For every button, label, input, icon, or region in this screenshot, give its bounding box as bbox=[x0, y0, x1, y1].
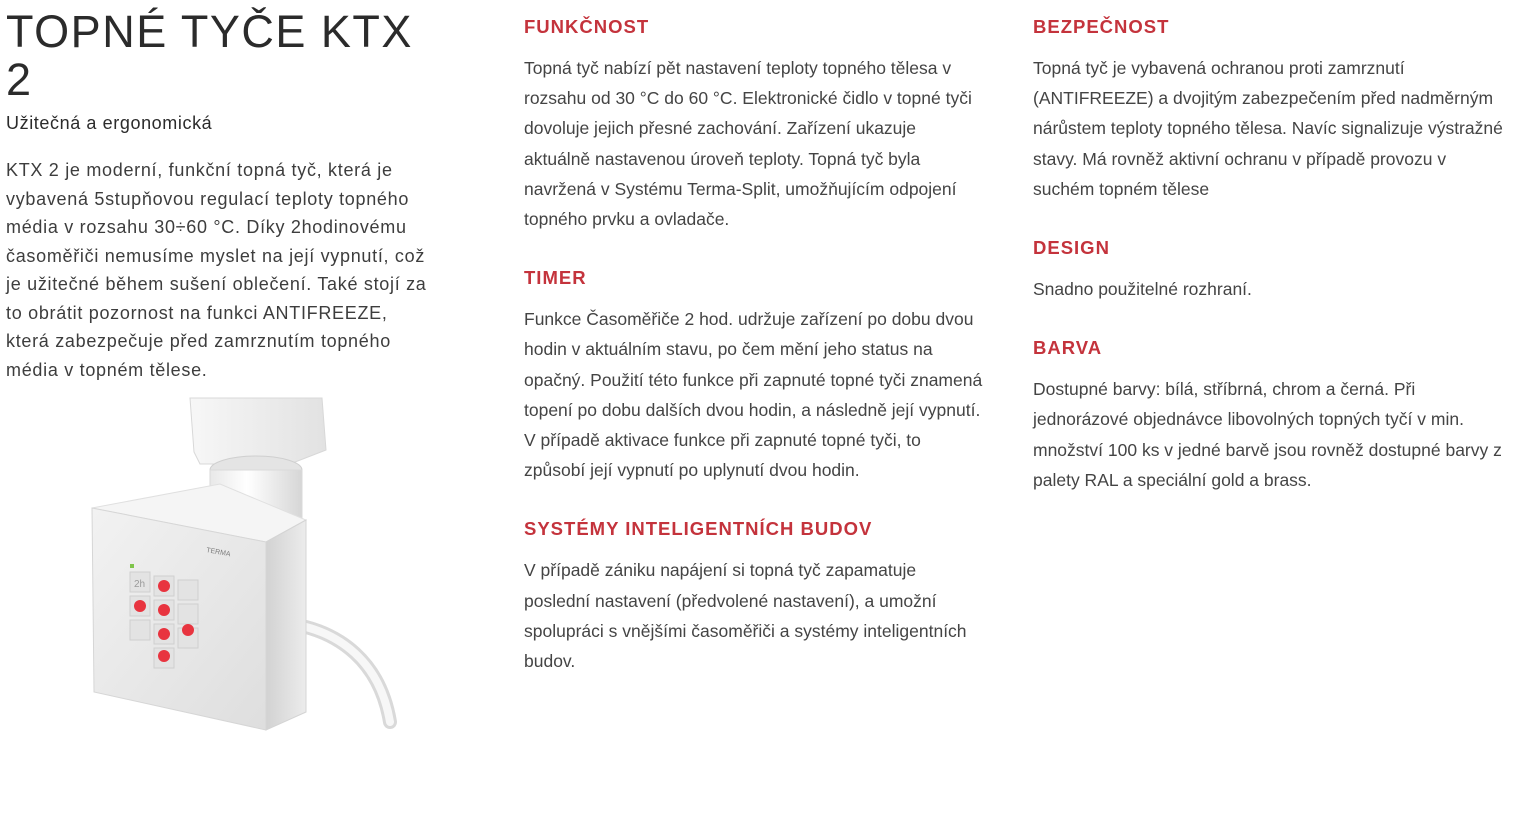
section-title: BEZPEČNOST bbox=[1033, 16, 1170, 37]
page-subtitle: Užitečná a ergonomická bbox=[6, 113, 213, 133]
timer-button-label: 2h bbox=[134, 579, 146, 590]
section-text: Topná tyč nabízí pět nastavení teploty topného tělesa v rozsahu od 30 °C do 60 °C. Elektronické čidlo v topné tyči dovoluje jejich přesné zachování. Zařízení ukazuje aktuálně nastavenou úroveň teploty. Topná tyč byla navržená v Systému Terma-Split, umožňujícím odpojení topného prvku a ovladače. bbox=[524, 58, 972, 230]
section-timer bbox=[524, 267, 984, 485]
section-funkcnost bbox=[524, 16, 984, 234]
section-text: V případě zániku napájení si topná tyč zapamatuje poslední nastavení (předvolené nastavení), a umožní spolupráci s vnějšími časoměřiči a systémy inteligentních budov. bbox=[524, 560, 967, 672]
section-smart-buildings bbox=[524, 518, 984, 676]
controller-side bbox=[266, 520, 306, 730]
section-title: DESIGN bbox=[1033, 237, 1110, 259]
section-bezpecnost bbox=[1033, 16, 1503, 204]
section-text: Topná tyč je vybavená ochranou proti zamrznutí (ANTIFREEZE) a dvojitým zabezpečením před nadměrným nárůstem teploty topného tělesa. Navíc signalizuje výstražné stavy. Má rovněž aktivní ochranu v případě provozu v suchém topném tělese bbox=[1033, 58, 1503, 199]
page-title: TOPNÉ TYČE KTX 2 bbox=[6, 6, 413, 105]
section-design bbox=[1033, 237, 1503, 304]
intro-text: KTX 2 je moderní, funkční topná tyč, která je vybavená 5stupňovou regulací teploty topného média v rozsahu 30÷60 °C. Díky 2hodinovému časoměřiči nemusíme myslet na její vypnutí, což je užitečné během sušení oblečení. Také stojí za to obrátit pozornost na funkci ANTIFREEZE, která zabezpečuje před zamrznutím topného média v topném tělese. bbox=[6, 160, 427, 380]
brand-label: TERMA bbox=[205, 547, 231, 559]
power-led bbox=[130, 564, 134, 568]
product-image bbox=[60, 392, 420, 772]
section-text: Dostupné barvy: bílá, stříbrná, chrom a černá. Při jednorázové objednávce libovolných topných tyčí v min. množství 100 ks v jedné barvě jsou rovněž dostupné barvy z palety RAL a speciální gold a brass. bbox=[1033, 379, 1502, 490]
section-title: FUNKČNOST bbox=[524, 16, 650, 37]
section-title: SYSTÉMY INTELIGENTNÍCH BUDOV bbox=[524, 518, 873, 540]
section-title: TIMER bbox=[524, 267, 587, 289]
right-column bbox=[1033, 16, 1503, 495]
section-text: Snadno použitelné rozhraní. bbox=[1033, 279, 1252, 300]
head-block bbox=[190, 398, 326, 464]
intro-column bbox=[6, 8, 446, 384]
middle-column bbox=[524, 16, 984, 676]
section-title: BARVA bbox=[1033, 337, 1103, 359]
section-text: Funkce Časoměřiče 2 hod. udržuje zařízení po dobu dvou hodin v aktuálním stavu, po čem mění jeho status na opačný. Použití této funkce při zapnuté topné tyči znamená topení po dobu dalších dvou hodin, a následně její vypnutí. V případě aktivace funkce při zapnuté topné tyči, to způsobí její vypnutí po uplynutí dvou hodin. bbox=[524, 309, 983, 481]
section-barva bbox=[1033, 337, 1503, 495]
